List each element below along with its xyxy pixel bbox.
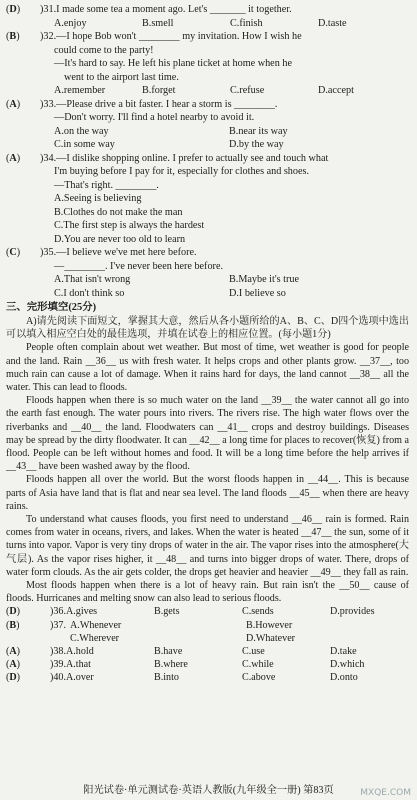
option-row: (D) )36. A.gives B.gets C.sends D.provides: [6, 606, 375, 618]
passage-paragraph: Floods happen all over the world. But the worst floods happen in __44__. This is because parts of Asia have land that is flat and near sea level. The land floods __45__ when there are heavy rains.: [6, 474, 409, 512]
option-row: (A) )39. A.that B.where C.while D.which: [6, 659, 365, 671]
passage-paragraph: Floods happen when there is so much water on the land __39__ the water cannot all go into the earth fast enough. The water pours into rivers. The rivers rise. The high water flows over the riverbanks and __40__ the land. Floodwaters can __41__ crops and destroy buildings. Diseases may be spread by the dirty floodwater. It can __42__ a long time for places to recover(恢复) from a flood. People can be left without homes and food. It will be a long time before the help arrives if __43__ have been washed away by the flood.: [6, 395, 409, 473]
option-row: (B) )37. A.Whenever B.However: [6, 619, 293, 631]
option-row: (D) )40. A.over B.into C.above D.onto: [6, 672, 358, 684]
option-row: C.Wherever D.Whatever: [70, 632, 296, 644]
passage-paragraph: To understand what causes floods, you first need to understand __46__ rain is formed. Rain comes from water in oceans, rivers, and lakes. When the water is heated __47__ the sun, some of it turns into vapor. Vapor is very tiny drops of water in the air. The vapor rises into the atmosphere(大气层). As the vapor rises higher, it __48__ and turns into bigger drops of water. There, drops of water form clouds. As the air gets colder, the drops get heavier and heavier __49__ they fall as rain.: [6, 514, 409, 578]
passage-paragraph: People often complain about wet weather. But most of time, wet weather is good for people and the land. Rain __36__ us with fresh water. It helps crops and other plants grow. __37__, too much rain can cause a lot of damage. When it rains hard for days, the land cannot __38__ all the water. This can lead to floods.: [6, 342, 409, 394]
instructions: A)请先阅读下面短文，掌握其大意，然后从各小题所给的A、B、C、D四个选项中选出可以填入相应空白处的最佳选项，并填在试卷上的相应位置。(每小题1分): [6, 316, 409, 341]
question-31: (D) )31. I made some tea a moment ago. Let's _______ it together. A.enjoy B.smell C.finish D.taste: [6, 4, 347, 29]
cloze-passage: [6, 341, 409, 605]
section-heading: 三、完形填空(25分): [6, 302, 97, 313]
watermark: MXQE.COM: [360, 788, 411, 798]
option-row: (A) )38. A.hold B.have C.use D.take: [6, 646, 357, 658]
answer-options: [6, 605, 409, 684]
question-32: (B) )32. —I hope Bob won't ________ my invitation. How I wish he could come to the party! —It's hard to say. He left his plane ticket at home when he went to the airport last time. A.remember B.forget C.refuse D.accept: [6, 31, 354, 96]
page-footer: 阳光试卷·单元测试卷·英语人教版(九年级全一册) 第83页: [83, 785, 334, 796]
question-33: (A) )33. —Please drive a bit faster. I hear a storm is ________. —Don't worry. I'll find a hotel nearby to avoid it. A.on the way B.near its way C.in some way D.by the way: [6, 98, 288, 150]
question-35: (C) )35. —I believe we've met here before. —________. I've never been here before. A.That isn't wrong B.Maybe it's true C.I don't think so D.I believe so: [6, 247, 300, 299]
passage-paragraph: Most floods happen when there is a lot of heavy rain. But rain isn't the __50__ cause of floods. Hurricanes and melting snow can also lead to serious floods.: [6, 580, 409, 605]
question-34: (A) )34. —I dislike shopping online. I prefer to actually see and touch what I'm buying before I pay for it, especially for clothes and shoes. —That's right. ________. A.Seeing is believing B.Clothes do not make the man C.The first step is always the hardest D.You are never too old to learn: [6, 152, 329, 245]
